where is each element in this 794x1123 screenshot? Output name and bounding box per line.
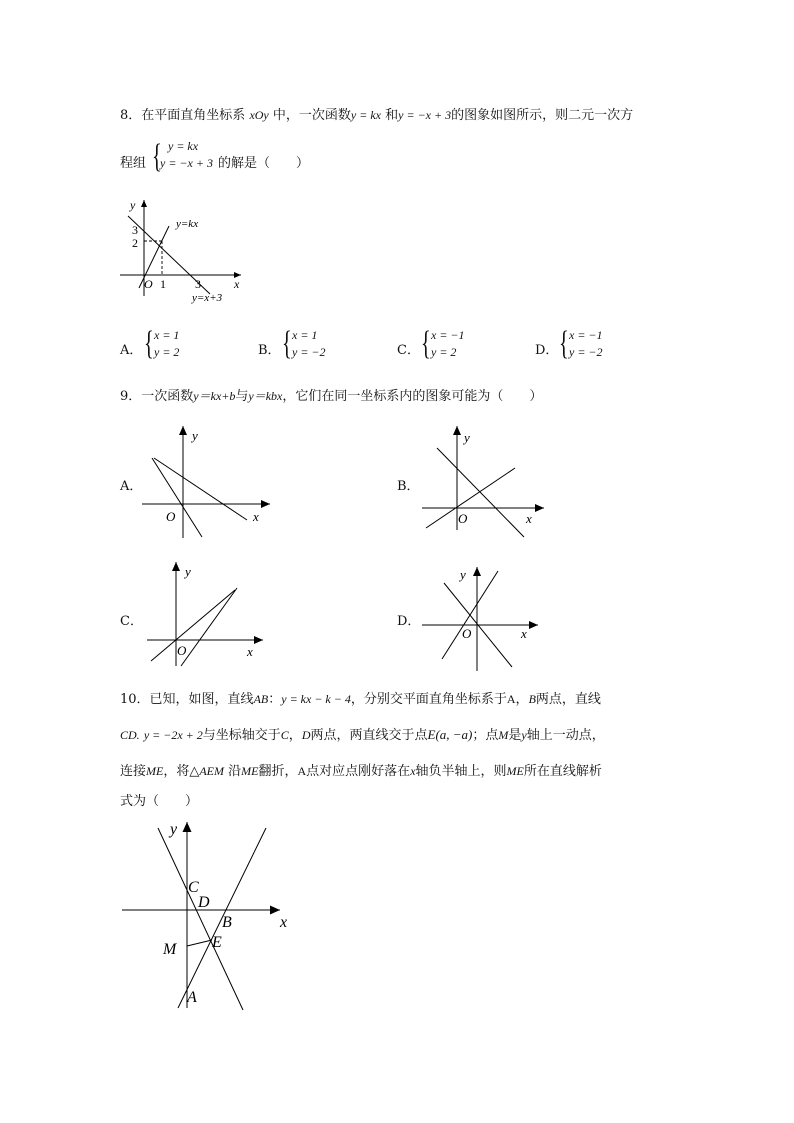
q10-me3: ME <box>506 764 524 778</box>
q8-x-label: x <box>234 277 240 291</box>
q10-label-d: D <box>198 894 210 911</box>
q8-option-a-l1: x = 1 <box>154 328 180 342</box>
q9-b-o: O <box>458 511 468 526</box>
q10-label-e: E <box>212 934 222 951</box>
q10-text8: 轴上一动点， <box>526 728 605 743</box>
q8-option-b-l2: y = −2 <box>292 345 326 359</box>
q8-option-b-sys <box>292 327 326 361</box>
q8-option-b-letter: B． <box>258 343 281 358</box>
q9-b-y: y <box>464 430 470 445</box>
q8-line2-label: y=x+3 <box>192 292 223 304</box>
q8-system-line2: y = −x + 3 <box>160 156 213 170</box>
q10-xaxis: x <box>410 764 416 778</box>
q8-option-c-l2: y = 2 <box>431 345 457 359</box>
q8-option-c-sys <box>431 327 465 361</box>
q10-pB: B <box>528 692 536 706</box>
q8-option-d-letter: D． <box>535 343 559 358</box>
q10-text5: 两点，两直线交于点 <box>310 728 428 743</box>
q10-eq2: y = −2x + 2 <box>143 728 203 742</box>
q8-eq1: y = kx <box>350 108 381 122</box>
q10-text11: 沿 <box>228 764 242 779</box>
q10-text13: 点对应点刚好落在 <box>306 764 411 779</box>
q10-text9: 连接 <box>120 764 147 779</box>
q10-label-a: A <box>187 989 197 1006</box>
q8-option-c-brace: { <box>421 325 431 362</box>
q8-graph <box>118 196 248 308</box>
q9-d-y: y <box>460 567 466 582</box>
q9-option-a-letter[interactable]: A． <box>120 479 143 494</box>
q9-a-y: y <box>192 428 198 443</box>
q10-text2: ，分别交平面直角坐标系于 <box>350 692 507 707</box>
q9-b-x: x <box>526 511 532 526</box>
q8-coord: xOy <box>249 108 269 122</box>
q8-tick-x1: 1 <box>160 277 166 291</box>
q8-option-d-l1: x = −1 <box>569 328 603 342</box>
q10-comma: ， <box>515 692 529 707</box>
q8-system <box>160 138 213 172</box>
q10-label-c: C <box>188 879 199 896</box>
q9-c-o: O <box>177 643 187 658</box>
q8-line1-label: y=kx <box>176 218 199 230</box>
q8-text4: 程组 <box>120 156 147 171</box>
q9-graph-c[interactable] <box>145 558 270 668</box>
q8-option-b-l1: x = 1 <box>292 328 318 342</box>
q8-option-a-brace: { <box>144 325 154 362</box>
q10-text15: 所在直线解析 <box>523 764 602 779</box>
q8-eq2: y = −x + 3 <box>398 108 452 122</box>
q10-text4: 与坐标轴交于 <box>202 728 281 743</box>
q9-text1: 一次函数 <box>141 389 194 404</box>
q8-option-c-letter: C． <box>397 343 420 358</box>
q9-graph-d[interactable] <box>420 563 545 673</box>
q8-system-line1: y = kx <box>168 139 199 153</box>
q8-option-a-letter: A． <box>120 343 143 358</box>
q9-d-o: O <box>462 626 472 641</box>
q9-eq1: y＝kx+b <box>193 389 236 403</box>
q8-text1: 在平面直角坐标系 <box>141 108 246 123</box>
q10-text7: 是 <box>508 728 522 743</box>
q9-c-x: x <box>247 644 253 659</box>
q10-pM: M <box>498 728 509 742</box>
q10-number: 10． <box>120 692 150 707</box>
q9-a-x: x <box>253 509 259 524</box>
q10-text12: 翻折， <box>258 764 298 779</box>
q10-pD: D <box>301 728 311 742</box>
q9-option-b-letter[interactable]: B． <box>397 479 420 494</box>
q8-option-a-l2: y = 2 <box>154 345 180 359</box>
q10-cd: CD. <box>120 728 140 742</box>
q10-line2 <box>120 724 605 743</box>
q10-text14: 轴负半轴上，则 <box>415 764 507 779</box>
q10-pC: C <box>280 728 289 742</box>
q10-pointE: E(a, −a) <box>427 727 473 742</box>
q9-number: 9． <box>120 389 142 404</box>
q9-eq2: y＝kbx <box>248 389 283 403</box>
q8-and: 和 <box>385 108 399 123</box>
q9-option-d-letter[interactable]: D． <box>397 614 421 629</box>
q10-ab: AB <box>253 692 269 706</box>
q9-c-y: y <box>185 564 191 579</box>
q10-text6: ；点 <box>472 728 499 743</box>
q8-option-c-l1: x = −1 <box>431 328 465 342</box>
q10-text3: 两点，直线 <box>535 692 601 707</box>
q10-label-b: B <box>222 914 232 931</box>
q10-eq1: y = kx − k − 4 <box>281 692 351 706</box>
q9-graph-b[interactable] <box>420 420 550 545</box>
q10-text1: 已知，如图，直线 <box>149 692 254 707</box>
q10-graph <box>118 818 298 1013</box>
q8-tick-y3: 3 <box>132 223 138 237</box>
q8-option-d-l2: y = −2 <box>569 345 603 359</box>
q8-text3: 的图象如图所示，则二元一次方 <box>451 108 634 123</box>
q8-text5: 的解是（ ） <box>218 156 310 171</box>
q10-aem: AEM <box>199 764 224 778</box>
q10-pA2: A <box>297 764 307 778</box>
q10-line4 <box>120 790 198 809</box>
q10-text16: 式为（ ） <box>120 794 199 809</box>
q8-y-label: y <box>130 198 136 212</box>
q9-a-o: O <box>166 509 176 524</box>
q10-line1 <box>120 688 601 707</box>
q10-yaxis: y <box>521 728 527 742</box>
q10-label-x: x <box>280 914 288 931</box>
q10-me1: ME <box>146 764 164 778</box>
q8-option-d-sys <box>569 327 603 361</box>
q8-option-a-sys <box>154 327 179 361</box>
q10-me2: ME <box>241 764 259 778</box>
q10-text10: ，将△ <box>163 764 200 779</box>
q9-d-x: x <box>521 626 527 641</box>
q9-graph-a[interactable] <box>140 420 280 545</box>
q9-option-c-letter[interactable]: C． <box>120 614 143 629</box>
q9-text2: 与 <box>235 389 249 404</box>
q10-pA: A <box>506 692 516 706</box>
q9-text3: ，它们在同一坐标系内的图象可能为（ ） <box>282 389 543 404</box>
q8-line1 <box>120 104 633 123</box>
q10-label-m: M <box>163 941 177 958</box>
q10-label-y: y <box>170 821 178 838</box>
q9-line1 <box>120 385 542 404</box>
q8-option-b-brace: { <box>282 325 292 362</box>
q10-colon: ： <box>268 692 282 707</box>
q8-tick-x3: 3 <box>195 277 201 291</box>
q8-number: 8． <box>120 108 142 123</box>
q10-line3 <box>120 760 602 779</box>
q10-comma2: ， <box>288 728 302 743</box>
q8-origin: O <box>144 277 153 291</box>
q8-line2 <box>120 152 146 171</box>
q8-option-d-brace: { <box>559 325 569 362</box>
q8-tick-y2: 2 <box>132 236 138 250</box>
q8-system-brace: { <box>152 138 162 175</box>
q8-text2: 中，一次函数 <box>272 108 351 123</box>
